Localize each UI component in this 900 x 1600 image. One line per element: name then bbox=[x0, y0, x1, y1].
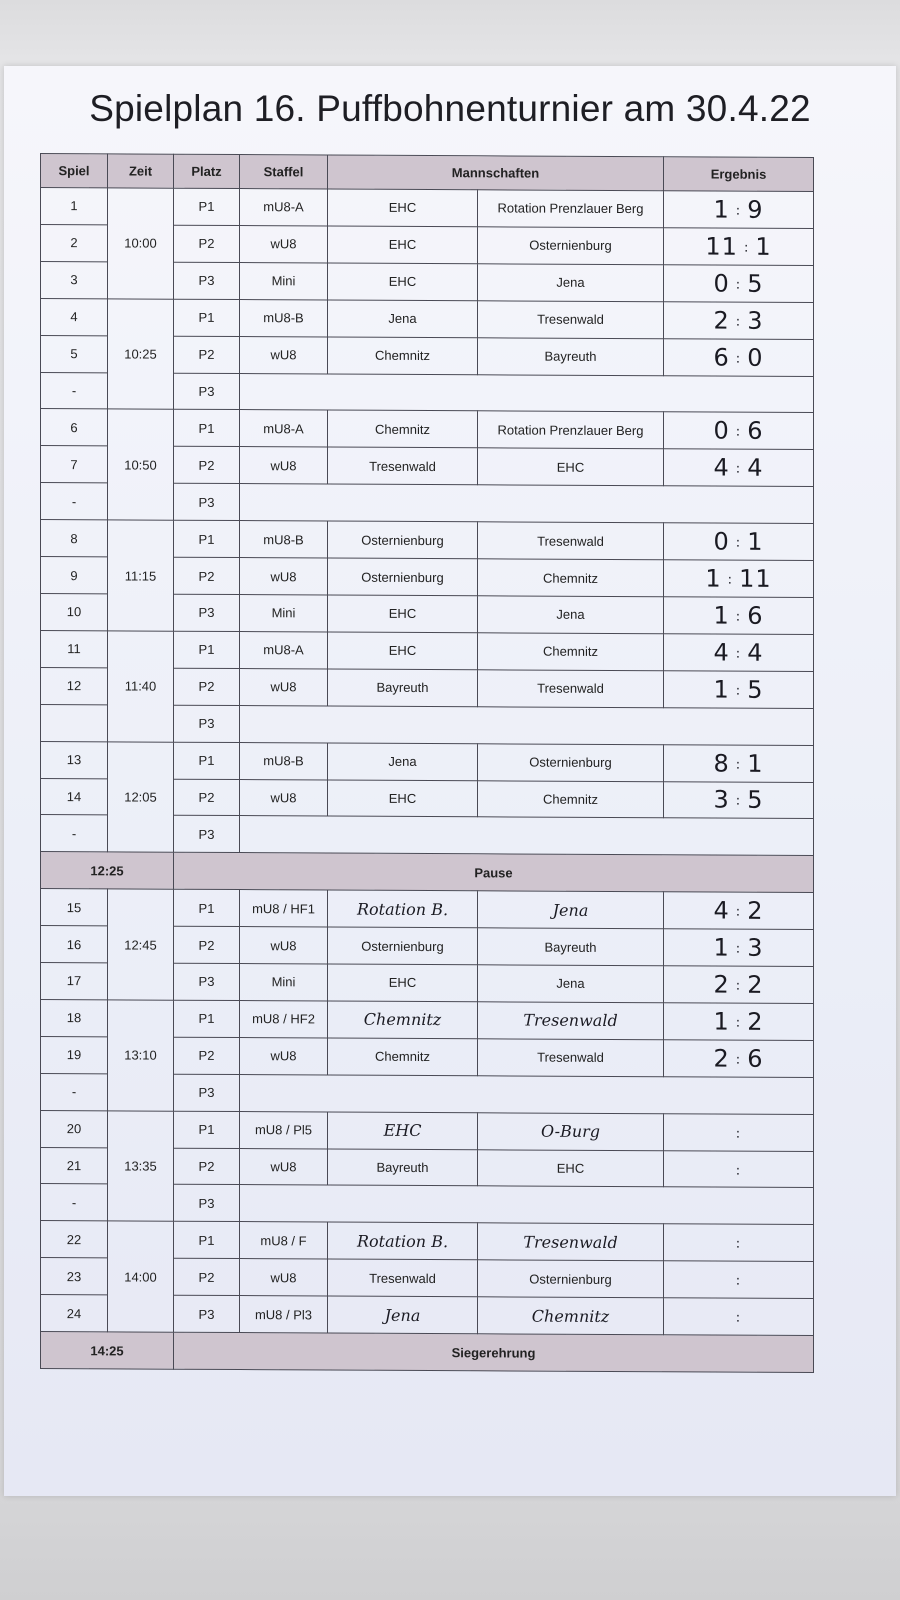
result-cell bbox=[664, 781, 814, 819]
team-home: EHC bbox=[328, 632, 478, 670]
score-away: 3 bbox=[747, 933, 764, 962]
staffel-cell: mU8-B bbox=[240, 742, 328, 779]
team-home: Chemnitz bbox=[328, 1038, 478, 1076]
staffel-cell: wU8 bbox=[240, 558, 328, 595]
empty-slot bbox=[240, 1185, 814, 1225]
spiel-number: 6 bbox=[41, 409, 108, 446]
staffel-cell: mU8-B bbox=[240, 299, 328, 336]
score-away: 11 bbox=[739, 564, 772, 593]
platz-cell: P2 bbox=[174, 336, 240, 373]
score-colon: : bbox=[735, 1273, 742, 1289]
team-home: EHC bbox=[328, 1112, 478, 1150]
score-away: 5 bbox=[747, 675, 764, 704]
team-away: Osternienburg bbox=[478, 1260, 664, 1298]
result-cell bbox=[664, 1003, 814, 1041]
platz-cell: P1 bbox=[174, 1111, 240, 1148]
score-home: 0 bbox=[713, 527, 730, 556]
score-away: 0 bbox=[747, 343, 764, 372]
page-title: Spielplan 16. Puffbohnenturnier am 30.4.22 bbox=[89, 88, 811, 129]
score-colon: : bbox=[735, 1163, 742, 1179]
siegerehrung-time: 14:25 bbox=[41, 1332, 174, 1370]
spiel-number: 24 bbox=[41, 1295, 108, 1332]
platz-cell: P2 bbox=[174, 1148, 240, 1185]
platz-cell: P2 bbox=[174, 668, 240, 705]
result-cell bbox=[664, 449, 814, 487]
empty-slot bbox=[240, 705, 814, 745]
spiel-number: 4 bbox=[41, 298, 108, 335]
team-home: Osternienburg bbox=[328, 558, 478, 596]
score-colon: : bbox=[735, 1310, 742, 1326]
score-away: 6 bbox=[747, 601, 764, 630]
team-home: Bayreuth bbox=[328, 1149, 478, 1187]
staffel-cell: wU8 bbox=[240, 1148, 328, 1185]
staffel-cell: mU8 / Pl3 bbox=[240, 1296, 328, 1333]
spiel-number: 15 bbox=[41, 889, 108, 926]
score-away: 9 bbox=[747, 195, 764, 224]
team-away: Chemnitz bbox=[478, 780, 664, 818]
score-home: 1 bbox=[713, 1007, 730, 1036]
team-away: Bayreuth bbox=[478, 928, 664, 966]
score-home: 8 bbox=[713, 749, 730, 778]
score-away: 5 bbox=[747, 786, 764, 815]
result-cell bbox=[664, 1224, 814, 1262]
score-colon: : bbox=[735, 314, 742, 330]
empty-slot bbox=[240, 1074, 814, 1114]
team-home: Rotation B. bbox=[328, 1222, 478, 1260]
score-colon: : bbox=[735, 277, 742, 293]
spiel-number: 23 bbox=[41, 1258, 108, 1295]
time-slot: 11:40 bbox=[108, 631, 174, 742]
result-cell bbox=[664, 228, 814, 266]
spiel-number: 2 bbox=[41, 224, 108, 261]
platz-cell: P3 bbox=[174, 262, 240, 299]
platz-cell: P3 bbox=[174, 1074, 240, 1111]
score-home: 3 bbox=[713, 785, 730, 815]
spiel-number: 20 bbox=[41, 1110, 108, 1147]
staffel-cell: mU8-A bbox=[240, 631, 328, 668]
team-away: Rotation Prenzlauer Berg bbox=[478, 190, 664, 228]
staffel-cell: mU8-A bbox=[240, 410, 328, 447]
team-home: Chemnitz bbox=[328, 337, 478, 375]
team-away: Chemnitz bbox=[478, 633, 664, 671]
score-home: 1 bbox=[705, 564, 722, 593]
result-cell bbox=[664, 1040, 814, 1078]
team-away: Jena bbox=[478, 965, 664, 1003]
score-away: 4 bbox=[747, 453, 764, 483]
time-slot: 12:05 bbox=[108, 741, 174, 852]
staffel-cell: wU8 bbox=[240, 779, 328, 816]
score-home: 1 bbox=[713, 933, 730, 962]
spiel-number: 5 bbox=[41, 335, 108, 372]
platz-cell: P2 bbox=[174, 225, 240, 262]
table-row bbox=[41, 1110, 814, 1151]
score-home: 1 bbox=[713, 601, 730, 630]
team-away: Tresenwald bbox=[478, 1039, 664, 1077]
team-home: Rotation B. bbox=[328, 890, 478, 928]
score-away: 1 bbox=[747, 749, 764, 778]
team-home: Osternienburg bbox=[328, 927, 478, 965]
team-home: Chemnitz bbox=[328, 410, 478, 448]
team-away: Chemnitz bbox=[478, 1297, 664, 1335]
score-home: 0 bbox=[713, 269, 730, 298]
score-home: 2 bbox=[713, 1044, 730, 1073]
platz-cell: P1 bbox=[174, 1000, 240, 1037]
schedule-body bbox=[41, 188, 814, 1373]
score-colon: : bbox=[727, 572, 734, 588]
time-slot: 12:45 bbox=[108, 889, 174, 1000]
platz-cell: P2 bbox=[174, 447, 240, 484]
score-colon: : bbox=[735, 203, 742, 219]
score-away: 6 bbox=[747, 1044, 764, 1073]
score-colon: : bbox=[735, 794, 742, 810]
spiel-number: 7 bbox=[41, 446, 108, 483]
spiel-number: 3 bbox=[41, 261, 108, 298]
team-home: EHC bbox=[328, 263, 478, 301]
team-away: Bayreuth bbox=[478, 337, 664, 375]
team-away: Tresenwald bbox=[478, 1002, 664, 1040]
time-slot: 13:10 bbox=[108, 1000, 174, 1111]
platz-cell: P3 bbox=[174, 373, 240, 410]
score-away: 3 bbox=[747, 306, 764, 335]
platz-cell: P3 bbox=[174, 705, 240, 742]
team-away: Jena bbox=[478, 596, 664, 634]
platz-cell: P2 bbox=[174, 1037, 240, 1074]
staffel-cell: mU8 / Pl5 bbox=[240, 1111, 328, 1148]
score-away: 6 bbox=[747, 417, 764, 446]
team-home: Bayreuth bbox=[328, 669, 478, 707]
score-colon: : bbox=[735, 646, 742, 662]
time-slot: 14:00 bbox=[108, 1221, 174, 1332]
staffel-cell: wU8 bbox=[240, 447, 328, 484]
team-away: Rotation Prenzlauer Berg bbox=[478, 411, 664, 449]
team-home: EHC bbox=[328, 964, 478, 1002]
score-away: 2 bbox=[747, 896, 764, 925]
platz-cell: P3 bbox=[174, 483, 240, 520]
platz-cell: P3 bbox=[174, 594, 240, 631]
score-colon: : bbox=[735, 425, 742, 441]
staffel-cell: wU8 bbox=[240, 336, 328, 373]
result-cell bbox=[664, 929, 814, 967]
score-colon: : bbox=[735, 351, 742, 367]
staffel-cell: wU8 bbox=[240, 225, 328, 262]
header-row bbox=[41, 154, 814, 192]
team-away: Tresenwald bbox=[478, 670, 664, 708]
result-cell bbox=[664, 412, 814, 450]
team-home: Tresenwald bbox=[328, 447, 478, 485]
staffel-cell: mU8-B bbox=[240, 521, 328, 558]
pause-time: 12:25 bbox=[41, 852, 174, 890]
team-away: O-Burg bbox=[478, 1112, 664, 1150]
result-cell bbox=[664, 892, 814, 930]
platz-cell: P3 bbox=[174, 1295, 240, 1332]
score-away: 5 bbox=[747, 269, 764, 298]
table-row bbox=[41, 409, 814, 450]
spiel-number: 19 bbox=[41, 1036, 108, 1073]
result-cell bbox=[664, 1298, 814, 1336]
team-home: EHC bbox=[328, 780, 478, 818]
score-colon: : bbox=[735, 683, 742, 699]
score-away: 4 bbox=[747, 638, 764, 667]
staffel-cell: Mini bbox=[240, 595, 328, 632]
header-mannschaften: Mannschaften bbox=[328, 155, 664, 191]
result-cell bbox=[664, 1150, 814, 1188]
table-row bbox=[41, 1221, 814, 1262]
score-colon: : bbox=[735, 535, 742, 551]
platz-cell: P1 bbox=[174, 410, 240, 447]
time-slot: 11:15 bbox=[108, 520, 174, 631]
spiel-number: 11 bbox=[41, 630, 108, 667]
spiel-number: 1 bbox=[41, 188, 108, 225]
score-home: 1 bbox=[713, 675, 730, 704]
platz-cell: P2 bbox=[174, 1258, 240, 1295]
result-cell bbox=[664, 191, 814, 229]
team-home: Osternienburg bbox=[328, 521, 478, 559]
team-home: EHC bbox=[328, 226, 478, 264]
team-home: Jena bbox=[328, 743, 478, 781]
team-home: EHC bbox=[328, 189, 478, 227]
spiel-number: 8 bbox=[41, 520, 108, 557]
team-home: EHC bbox=[328, 595, 478, 633]
score-home: 0 bbox=[713, 416, 730, 446]
staffel-cell: wU8 bbox=[240, 927, 328, 964]
platz-cell: P2 bbox=[174, 779, 240, 816]
header-ergebnis: Ergebnis bbox=[664, 157, 814, 192]
staffel-cell: mU8 / HF1 bbox=[240, 890, 328, 927]
score-home: 11 bbox=[705, 232, 738, 261]
team-away: Jena bbox=[478, 891, 664, 929]
staffel-cell: wU8 bbox=[240, 1259, 328, 1296]
result-cell bbox=[664, 597, 814, 635]
score-colon: : bbox=[735, 461, 742, 477]
team-away: Tresenwald bbox=[478, 522, 664, 560]
spiel-number: - bbox=[41, 1184, 108, 1221]
result-cell bbox=[664, 744, 814, 782]
spiel-number: 21 bbox=[41, 1147, 108, 1184]
result-cell bbox=[664, 671, 814, 709]
score-home: 4 bbox=[713, 638, 730, 667]
score-home: 2 bbox=[713, 306, 730, 335]
score-colon: : bbox=[735, 757, 742, 773]
team-home: Tresenwald bbox=[328, 1259, 478, 1297]
header-zeit: Zeit bbox=[108, 154, 174, 188]
score-colon: : bbox=[735, 1015, 742, 1031]
header-spiel: Spiel bbox=[41, 154, 108, 188]
team-away: EHC bbox=[478, 1149, 664, 1187]
spiel-number bbox=[41, 704, 108, 741]
table-row bbox=[41, 298, 814, 339]
staffel-cell: mU8 / F bbox=[240, 1222, 328, 1259]
spiel-number: - bbox=[41, 815, 108, 852]
spiel-number: - bbox=[41, 483, 108, 520]
team-away: Tresenwald bbox=[478, 1223, 664, 1261]
team-away: Osternienburg bbox=[478, 743, 664, 781]
platz-cell: P1 bbox=[174, 631, 240, 668]
time-slot: 10:50 bbox=[108, 409, 174, 520]
header-platz: Platz bbox=[174, 154, 240, 188]
spiel-number: 9 bbox=[41, 557, 108, 594]
spiel-number: 16 bbox=[41, 926, 108, 963]
team-home: Jena bbox=[328, 300, 478, 338]
spiel-number: 18 bbox=[41, 999, 108, 1036]
spiel-number: 10 bbox=[41, 593, 108, 630]
platz-cell: P1 bbox=[174, 520, 240, 557]
platz-cell: P1 bbox=[174, 742, 240, 779]
table-row bbox=[41, 999, 814, 1040]
spiel-number: 14 bbox=[41, 778, 108, 815]
table-row bbox=[41, 741, 814, 782]
team-away: Osternienburg bbox=[478, 227, 664, 265]
result-cell bbox=[664, 634, 814, 672]
staffel-cell: Mini bbox=[240, 964, 328, 1001]
pause-row bbox=[41, 852, 814, 893]
score-away: 2 bbox=[747, 1007, 764, 1036]
spiel-number: 22 bbox=[41, 1221, 108, 1258]
staffel-cell: wU8 bbox=[240, 668, 328, 705]
table-row bbox=[41, 188, 814, 229]
spiel-number: 17 bbox=[41, 963, 108, 1000]
time-slot: 10:25 bbox=[108, 299, 174, 410]
team-away: Tresenwald bbox=[478, 301, 664, 339]
score-away: 1 bbox=[747, 527, 764, 556]
platz-cell: P3 bbox=[174, 816, 240, 853]
staffel-cell: Mini bbox=[240, 262, 328, 299]
spiel-number: - bbox=[41, 1073, 108, 1110]
result-cell bbox=[664, 301, 814, 339]
spiel-number: 13 bbox=[41, 741, 108, 778]
platz-cell: P1 bbox=[174, 889, 240, 926]
score-home: 2 bbox=[713, 970, 730, 999]
team-away: Jena bbox=[478, 264, 664, 302]
platz-cell: P1 bbox=[174, 299, 240, 336]
time-slot: 10:00 bbox=[108, 188, 174, 299]
empty-slot bbox=[240, 484, 814, 524]
table-row bbox=[41, 889, 814, 930]
platz-cell: P2 bbox=[174, 926, 240, 963]
score-home: 4 bbox=[713, 896, 730, 925]
score-colon: : bbox=[735, 1236, 742, 1252]
platz-cell: P1 bbox=[174, 188, 240, 225]
score-colon: : bbox=[735, 978, 742, 994]
pause-label: Pause bbox=[174, 853, 814, 893]
score-away: 1 bbox=[755, 232, 772, 261]
result-cell bbox=[664, 338, 814, 376]
time-slot: 13:35 bbox=[108, 1111, 174, 1222]
result-cell bbox=[664, 265, 814, 303]
score-away: 2 bbox=[747, 970, 764, 999]
platz-cell: P2 bbox=[174, 557, 240, 594]
empty-slot bbox=[240, 816, 814, 856]
header-staffel: Staffel bbox=[240, 155, 328, 189]
platz-cell: P1 bbox=[174, 1222, 240, 1259]
table-row bbox=[41, 520, 814, 561]
spiel-number: 12 bbox=[41, 667, 108, 704]
spiel-number: - bbox=[41, 372, 108, 409]
result-cell bbox=[664, 1113, 814, 1151]
staffel-cell: wU8 bbox=[240, 1037, 328, 1074]
result-cell bbox=[664, 966, 814, 1004]
score-home: 6 bbox=[713, 343, 730, 372]
result-cell bbox=[664, 523, 814, 561]
table-row bbox=[41, 630, 814, 671]
team-home: Chemnitz bbox=[328, 1001, 478, 1039]
score-home: 1 bbox=[713, 195, 730, 224]
staffel-cell: mU8-A bbox=[240, 189, 328, 226]
score-colon: : bbox=[735, 941, 742, 957]
platz-cell: P3 bbox=[174, 1185, 240, 1222]
score-colon: : bbox=[735, 1126, 742, 1142]
score-home: 4 bbox=[713, 453, 730, 482]
siegerehrung-label: Siegerehrung bbox=[174, 1332, 814, 1372]
staffel-cell: mU8 / HF2 bbox=[240, 1000, 328, 1037]
empty-slot bbox=[240, 373, 814, 413]
team-away: Chemnitz bbox=[478, 559, 664, 597]
team-away: EHC bbox=[478, 448, 664, 486]
result-cell bbox=[664, 560, 814, 598]
platz-cell: P3 bbox=[174, 963, 240, 1000]
score-colon: : bbox=[743, 240, 750, 256]
score-colon: : bbox=[735, 1052, 742, 1068]
result-cell bbox=[664, 1261, 814, 1299]
siegerehrung-row bbox=[41, 1332, 814, 1373]
score-colon: : bbox=[735, 609, 742, 625]
score-colon: : bbox=[735, 904, 742, 920]
team-home: Jena bbox=[328, 1296, 478, 1334]
schedule-table bbox=[40, 153, 814, 1373]
